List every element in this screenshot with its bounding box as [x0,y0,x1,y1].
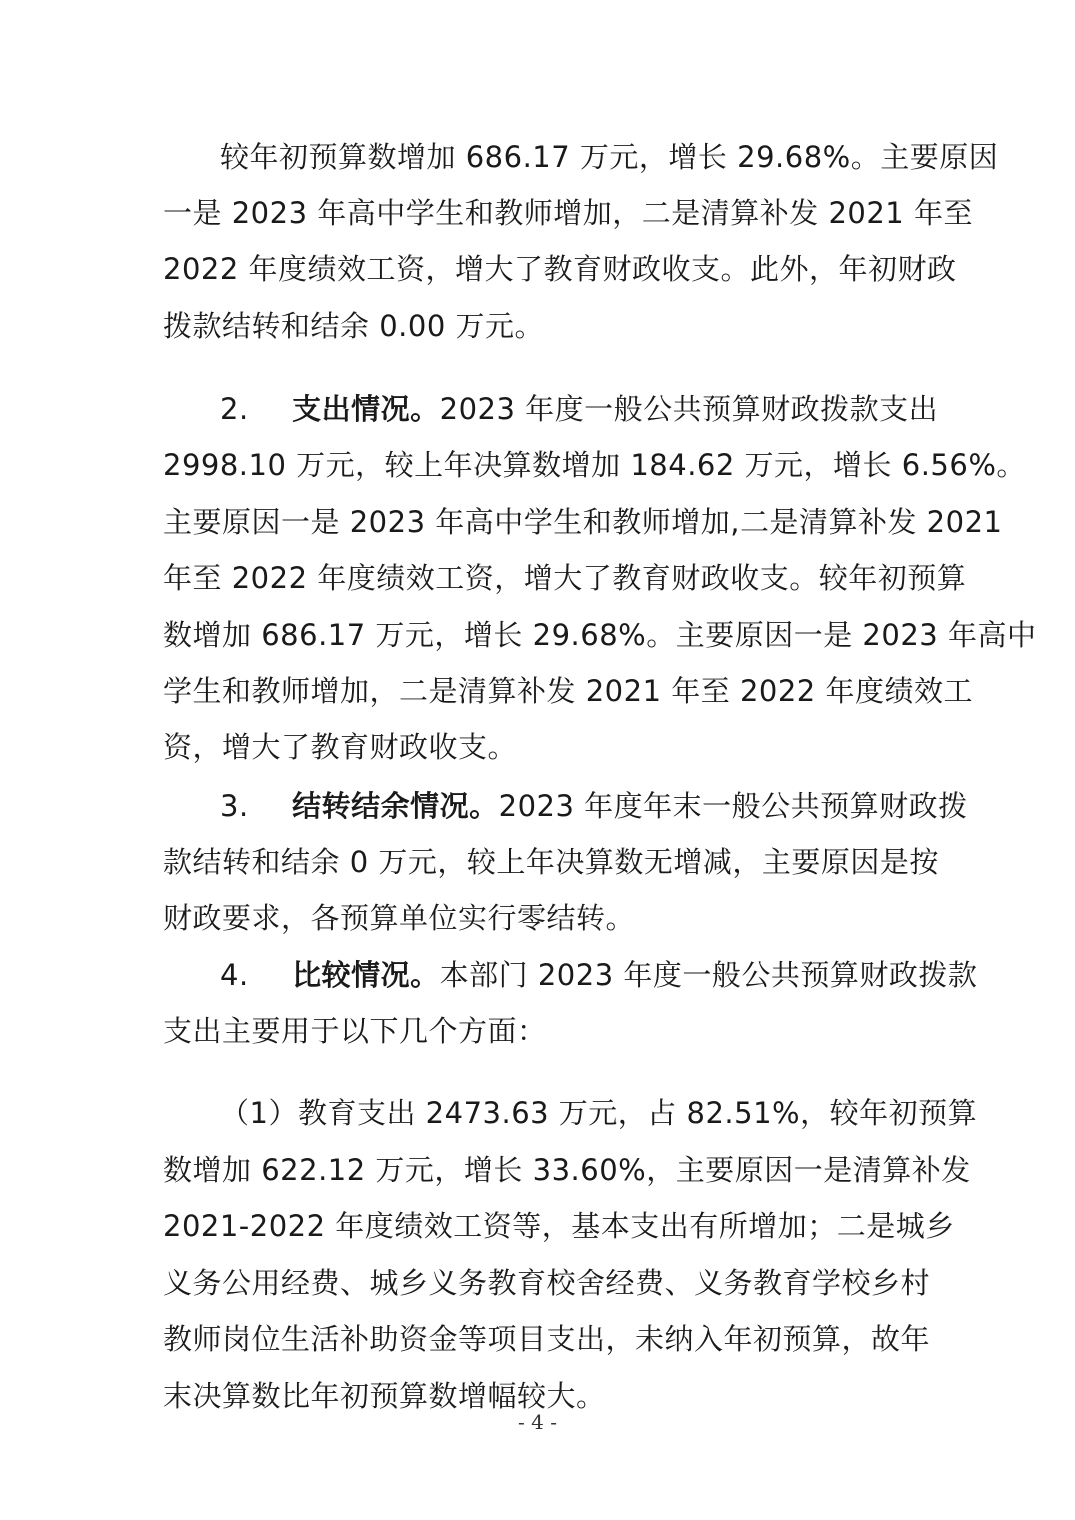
section-heading: 支出情况。 [292,392,440,426]
text-line: 支出主要用于以下几个方面： [163,1014,547,1048]
section-number: 4. [220,958,249,992]
text-line: 末决算数比年初预算数增幅较大。 [163,1379,606,1413]
text-run: 2023 年度一般公共预算财政拨款支出 [439,392,939,426]
text-line: 款结转和结余 0 万元，较上年决算数无增减，主要原因是按 [163,845,939,879]
text-line: 2022 年度绩效工资，增大了教育财政收支。此外，年初财政 [163,252,957,286]
text-line: 一是 2023 年高中学生和教师增加，二是清算补发 2021 年至 [163,196,973,230]
text-line: 主要原因一是 2023 年高中学生和教师增加,二是清算补发 2021 [163,505,1003,539]
text-line: （1）教育支出 2473.63 万元，占 82.51%，较年初预算 [220,1096,978,1130]
section-heading: 比较情况。 [292,958,440,992]
section-heading-line [220,955,977,995]
text-line: 财政要求，各预算单位实行零结转。 [163,901,636,935]
text-line: 资，增大了教育财政收支。 [163,730,518,764]
text-line: 义务公用经费、城乡义务教育校舍经费、义务教育学校乡村 [163,1266,931,1300]
section-number: 2. [220,392,249,426]
text-line: 学生和教师增加，二是清算补发 2021 年至 2022 年度绩效工 [163,674,973,708]
text-line: 教师岗位生活补助资金等项目支出，未纳入年初预算，故年 [163,1322,931,1356]
section-heading: 结转结余情况。 [292,789,499,823]
text-line: 较年初预算数增加 686.17 万元，增长 29.68%。主要原因 [220,140,999,174]
text-line: 数增加 622.12 万元，增长 33.60%，主要原因一是清算补发 [163,1153,971,1187]
text-line: 2021-2022 年度绩效工资等，基本支出有所增加；二是城乡 [163,1209,955,1243]
page-number: - 4 - [518,1410,557,1434]
text-run: 本部门 2023 年度一般公共预算财政拨款 [439,958,978,992]
section-heading-line [220,786,968,826]
text-run: 2023 年度年末一般公共预算财政拨 [498,789,968,823]
text-line: 年至 2022 年度绩效工资，增大了教育财政收支。较年初预算 [163,561,967,595]
section-number: 3. [220,789,249,823]
text-line: 数增加 686.17 万元，增长 29.68%。主要原因一是 2023 年高中 [163,618,1037,652]
section-heading-line [220,389,938,429]
text-line: 2998.10 万元，较上年决算数增加 184.62 万元，增长 6.56%。 [163,448,1026,482]
text-line: 拨款结转和结余 0.00 万元。 [163,309,545,343]
